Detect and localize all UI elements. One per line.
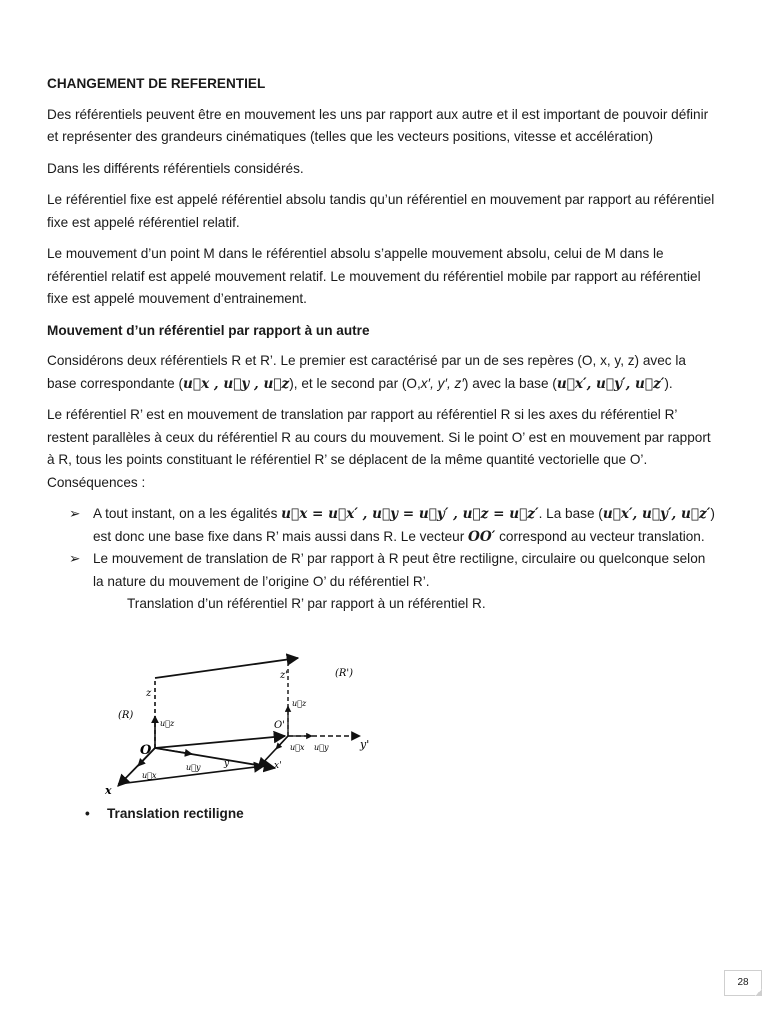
bullet-1-equalities: u⃗x = u⃗x′ , u⃗y = u⃗y′ , u⃗z = u⃗z′	[281, 506, 539, 522]
frames-text-d: x′, y′, z′	[420, 375, 464, 391]
label-uy: u⃗y	[186, 763, 201, 772]
page-title: CHANGEMENT DE REFERENTIEL	[47, 76, 266, 91]
bullet-1-end: correspond au vecteur translation.	[495, 528, 705, 544]
label-y: y	[224, 759, 230, 769]
unit-vector-uy	[155, 748, 192, 754]
section-title: Mouvement d’un référentiel par rapport à un autre	[47, 322, 370, 338]
document-page	[47, 73, 719, 616]
base-rp-vectors: u⃗x′, u⃗y′, u⃗z′	[556, 375, 665, 392]
label-xp: x'	[274, 761, 282, 771]
label-r: (R)	[118, 710, 134, 721]
label-uxp: u⃗x	[290, 743, 305, 752]
translation-diagram	[100, 648, 390, 798]
frames-text-e: ) avec la base (	[463, 375, 557, 391]
bullet-1-vector: OO′	[468, 528, 496, 545]
figure-caption: Translation d’un référentiel R’ par rapport à un référentiel R.	[127, 596, 486, 611]
label-z: z	[146, 688, 152, 699]
label-x: x	[105, 784, 112, 797]
label-yp: y'	[360, 738, 370, 751]
frames-paragraph	[47, 350, 719, 395]
intro-paragraph-4: Le mouvement d’un point M dans le référentiel absolu s’appelle mouvement absolu, celui de M dans le référentiel relatif est appelé mouvement relatif. Le mouvement du référentiel mobile par rapport au référentiel fixe est appelé mouvement d’entrainement.	[47, 246, 701, 306]
bullet-2-text: Le mouvement de translation de R’ par rapport à R peut être rectiligne, circulaire ou quelconque selon la nature du mouvement de l’origine O’ du référentiel R’.	[93, 551, 706, 589]
translation-vector-oo	[155, 736, 285, 748]
unit-vector-uxp	[276, 736, 288, 749]
translation-paragraph: Le référentiel R’ est en mouvement de translation par rapport au référentiel R si les axes du référentiel R’ restent parallèles à ceux du référentiel R au cours du mouvement. Si le point O’ est en mouvement par rapport à R, tous les points constituant le référentiel R’ se déplacent de la même quantité vectorielle que O’. Conséquences :	[47, 407, 711, 490]
arrow-bullet-icon: ➢	[69, 551, 81, 566]
label-uzp: u⃗z	[292, 699, 307, 708]
arrow-bullet-icon: ➢	[69, 506, 81, 521]
list-item	[69, 503, 719, 548]
list-item	[69, 548, 719, 593]
intro-paragraph-2: Dans les différents référentiels considérés.	[47, 160, 304, 176]
list-item	[85, 803, 244, 826]
bullet-1-mid: . La base (	[538, 506, 603, 521]
consequences-list	[47, 503, 719, 593]
bullet-1-lead: A tout instant, on a les égalités	[93, 506, 282, 521]
frames-text-c: ), et le second par (O,	[289, 375, 421, 391]
label-ux: u⃗x	[142, 771, 157, 780]
label-rp: (R')	[335, 668, 354, 679]
frames-text-f: ).	[664, 375, 673, 391]
frames-text-a: Considérons deux référentiels R et R’. Le premier est caractérisé par un de ses repères (O, x, y, z) avec la base correspondante (	[47, 353, 686, 391]
bullet-3-text: Translation rectiligne	[107, 806, 244, 821]
label-uyp: u⃗y	[314, 743, 329, 752]
label-op: O'	[274, 720, 285, 731]
intro-paragraph-3: Le référentiel fixe est appelé référentiel absolu tandis qu’un référentiel en mouvement par rapport au référentiel fixe est appelé référentiel relatif.	[47, 192, 715, 230]
intro-paragraph-1: Des référentiels peuvent être en mouvement les uns par rapport aux autre et il est important de pouvoir définir et représenter des grandeurs cinématiques (telles que les vecteurs positions, vitesse et accélération)	[47, 106, 709, 144]
translation-vector-top	[155, 658, 298, 678]
page-number: 28	[724, 970, 762, 996]
label-zp: z'	[280, 670, 289, 681]
base-r-vectors: u⃗x , u⃗y , u⃗z	[183, 375, 290, 392]
label-o: O	[140, 743, 152, 758]
bullet-1-base: u⃗x′, u⃗y′, u⃗z′	[602, 506, 711, 522]
bullet-dot-icon: •	[85, 806, 90, 821]
label-uz: u⃗z	[160, 719, 175, 728]
bullet-1-tail: ) est donc une base fixe dans R’ mais aussi dans R. Le vecteur	[93, 506, 715, 544]
